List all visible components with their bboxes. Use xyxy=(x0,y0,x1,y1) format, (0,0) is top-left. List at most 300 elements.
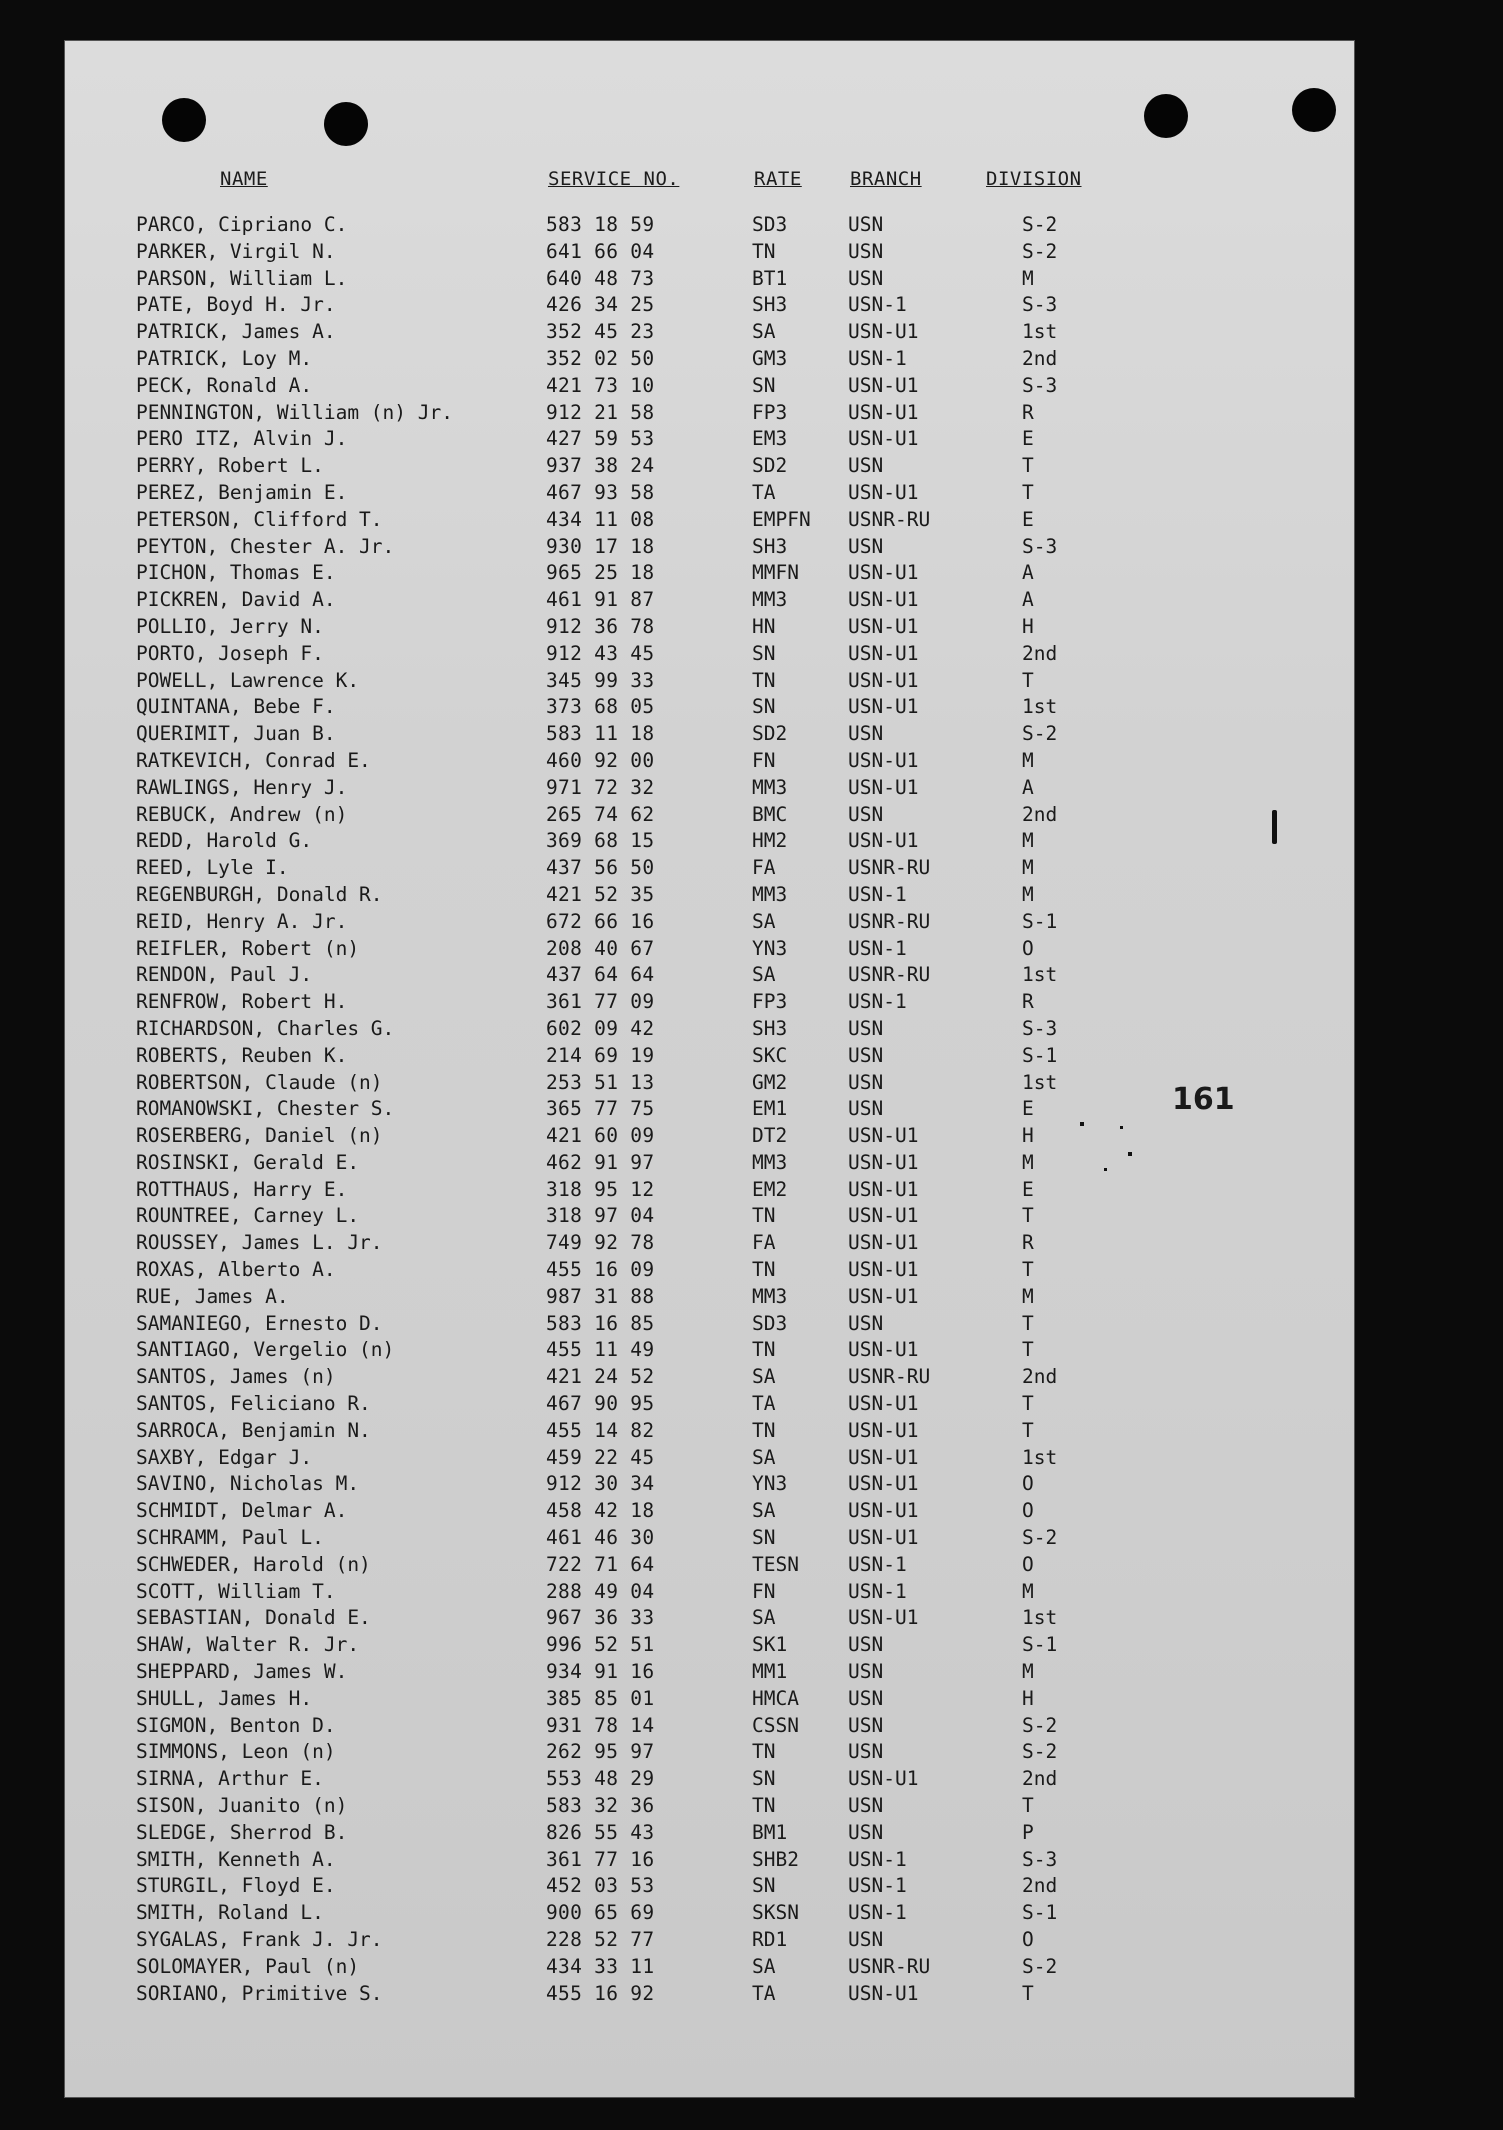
table-row xyxy=(64,1606,1355,1633)
division-cell: S-2 xyxy=(1022,1526,1058,1550)
branch-cell: USN-U1 xyxy=(848,373,919,397)
rate-cell: SN xyxy=(752,695,776,719)
division-cell: A xyxy=(1022,588,1034,612)
service-no-cell: 318 95 12 xyxy=(546,1177,655,1201)
name-cell: PATE, Boyd H. Jr. xyxy=(136,293,336,317)
branch-cell: USN xyxy=(848,1097,884,1121)
table-row xyxy=(64,856,1355,883)
rate-cell: TA xyxy=(752,1392,776,1416)
header-rate: RATE xyxy=(754,168,802,190)
division-cell: A xyxy=(1022,561,1034,585)
service-no-cell: 934 91 16 xyxy=(546,1660,655,1684)
name-cell: REIFLER, Robert (n) xyxy=(136,936,360,960)
punch-hole xyxy=(162,98,206,142)
column-header-row xyxy=(64,168,1355,198)
branch-cell: USN-1 xyxy=(848,990,907,1014)
division-cell: T xyxy=(1022,1418,1034,1442)
division-cell: T xyxy=(1022,454,1034,478)
rate-cell: BMC xyxy=(752,802,788,826)
division-cell: T xyxy=(1022,1204,1034,1228)
rate-cell: HM2 xyxy=(752,829,788,853)
branch-cell: USN-U1 xyxy=(848,1177,919,1201)
name-cell: SEBASTIAN, Donald E. xyxy=(136,1606,371,1630)
division-cell: T xyxy=(1022,1338,1034,1362)
division-cell: M xyxy=(1022,748,1034,772)
table-row xyxy=(64,1258,1355,1285)
service-no-cell: 434 11 08 xyxy=(546,507,655,531)
name-cell: PARCO, Cipriano C. xyxy=(136,213,348,236)
service-no-cell: 458 42 18 xyxy=(546,1499,655,1523)
branch-cell: USN-U1 xyxy=(848,1606,919,1630)
rate-cell: YN3 xyxy=(752,936,788,960)
name-cell: PEREZ, Benjamin E. xyxy=(136,480,348,504)
division-cell: M xyxy=(1022,1660,1034,1684)
name-cell: RENDON, Paul J. xyxy=(136,963,313,987)
division-cell: S-3 xyxy=(1022,534,1058,558)
service-no-cell: 426 34 25 xyxy=(546,293,655,317)
division-cell: M xyxy=(1022,829,1034,853)
branch-cell: USN-U1 xyxy=(848,1499,919,1523)
name-cell: PERO ITZ, Alvin J. xyxy=(136,427,348,451)
branch-cell: USN-1 xyxy=(848,1579,907,1603)
roster-table xyxy=(64,213,1355,2008)
service-no-cell: 826 55 43 xyxy=(546,1820,655,1844)
service-no-cell: 369 68 15 xyxy=(546,829,655,853)
table-row xyxy=(64,1446,1355,1473)
rate-cell: TN xyxy=(752,1794,776,1818)
service-no-cell: 583 32 36 xyxy=(546,1794,655,1818)
division-cell: H xyxy=(1022,1686,1034,1710)
rate-cell: CSSN xyxy=(752,1713,799,1737)
service-no-cell: 455 16 09 xyxy=(546,1258,655,1282)
service-no-cell: 208 40 67 xyxy=(546,936,655,960)
service-no-cell: 965 25 18 xyxy=(546,561,655,585)
name-cell: REED, Lyle I. xyxy=(136,856,289,880)
division-cell: 1st xyxy=(1022,1070,1058,1094)
branch-cell: USN xyxy=(848,1686,884,1710)
rate-cell: TN xyxy=(752,1338,776,1362)
table-row xyxy=(64,749,1355,776)
rate-cell: SA xyxy=(752,1954,776,1978)
service-no-cell: 461 46 30 xyxy=(546,1526,655,1550)
branch-cell: USN xyxy=(848,1311,884,1335)
branch-cell: USNR-RU xyxy=(848,507,931,531)
table-row xyxy=(64,803,1355,830)
service-no-cell: 365 77 75 xyxy=(546,1097,655,1121)
rate-cell: SN xyxy=(752,1874,776,1898)
branch-cell: USN xyxy=(848,534,884,558)
branch-cell: USN-1 xyxy=(848,346,907,370)
division-cell: S-3 xyxy=(1022,293,1058,317)
name-cell: RENFROW, Robert H. xyxy=(136,990,348,1014)
division-cell: R xyxy=(1022,990,1034,1014)
table-row xyxy=(64,1312,1355,1339)
name-cell: SOLOMAYER, Paul (n) xyxy=(136,1954,360,1978)
rate-cell: SH3 xyxy=(752,293,788,317)
division-cell: 1st xyxy=(1022,963,1058,987)
service-no-cell: 460 92 00 xyxy=(546,748,655,772)
table-row xyxy=(64,990,1355,1017)
division-cell: O xyxy=(1022,1928,1034,1951)
rate-cell: SN xyxy=(752,641,776,665)
branch-cell: USNR-RU xyxy=(848,909,931,933)
rate-cell: SA xyxy=(752,320,776,344)
name-cell: SIRNA, Arthur E. xyxy=(136,1767,324,1791)
branch-cell: USN-1 xyxy=(848,293,907,317)
table-row xyxy=(64,347,1355,374)
branch-cell: USN xyxy=(848,213,884,236)
table-row xyxy=(64,1124,1355,1151)
table-row xyxy=(64,1660,1355,1687)
table-row xyxy=(64,1338,1355,1365)
branch-cell: USN xyxy=(848,1740,884,1764)
rate-cell: MM3 xyxy=(752,1284,788,1308)
branch-cell: USN xyxy=(848,722,884,746)
name-cell: STURGIL, Floyd E. xyxy=(136,1874,336,1898)
branch-cell: USN xyxy=(848,1016,884,1040)
rate-cell: SN xyxy=(752,373,776,397)
branch-cell: USN xyxy=(848,802,884,826)
table-row xyxy=(64,401,1355,428)
rate-cell: HMCA xyxy=(752,1686,799,1710)
division-cell: E xyxy=(1022,1177,1034,1201)
name-cell: QUINTANA, Bebe F. xyxy=(136,695,336,719)
rate-cell: TESN xyxy=(752,1552,799,1576)
branch-cell: USN-1 xyxy=(848,936,907,960)
table-row xyxy=(64,1204,1355,1231)
name-cell: REBUCK, Andrew (n) xyxy=(136,802,348,826)
table-row xyxy=(64,1928,1355,1955)
service-no-cell: 437 56 50 xyxy=(546,856,655,880)
table-row xyxy=(64,1017,1355,1044)
division-cell: 1st xyxy=(1022,320,1058,344)
rate-cell: FA xyxy=(752,856,776,880)
rate-cell: FN xyxy=(752,748,776,772)
name-cell: PARSON, William L. xyxy=(136,266,348,290)
service-no-cell: 434 33 11 xyxy=(546,1954,655,1978)
name-cell: PICKREN, David A. xyxy=(136,588,336,612)
branch-cell: USN-U1 xyxy=(848,1418,919,1442)
service-no-cell: 931 78 14 xyxy=(546,1713,655,1737)
branch-cell: USN-U1 xyxy=(848,1445,919,1469)
table-row xyxy=(64,1526,1355,1553)
rate-cell: MM3 xyxy=(752,775,788,799)
table-row xyxy=(64,481,1355,508)
branch-cell: USNR-RU xyxy=(848,963,931,987)
table-row xyxy=(64,1848,1355,1875)
name-cell: PEYTON, Chester A. Jr. xyxy=(136,534,395,558)
name-cell: REGENBURGH, Donald R. xyxy=(136,882,383,906)
division-cell: T xyxy=(1022,1258,1034,1282)
branch-cell: USN xyxy=(848,1070,884,1094)
rate-cell: TA xyxy=(752,480,776,504)
branch-cell: USN xyxy=(848,266,884,290)
service-no-cell: 214 69 19 xyxy=(546,1043,655,1067)
rate-cell: DT2 xyxy=(752,1124,788,1148)
header-name: NAME xyxy=(220,168,268,190)
table-row xyxy=(64,535,1355,562)
service-no-cell: 461 91 87 xyxy=(546,588,655,612)
rate-cell: TN xyxy=(752,1258,776,1282)
rate-cell: TN xyxy=(752,239,776,263)
rate-cell: TN xyxy=(752,1204,776,1228)
name-cell: ROMANOWSKI, Chester S. xyxy=(136,1097,395,1121)
name-cell: RICHARDSON, Charles G. xyxy=(136,1016,395,1040)
division-cell: O xyxy=(1022,936,1034,960)
division-cell: S-2 xyxy=(1022,1954,1058,1978)
rate-cell: EM3 xyxy=(752,427,788,451)
table-row xyxy=(64,963,1355,990)
rate-cell: TA xyxy=(752,1981,776,2005)
table-row xyxy=(64,1044,1355,1071)
service-no-cell: 467 93 58 xyxy=(546,480,655,504)
service-no-cell: 455 11 49 xyxy=(546,1338,655,1362)
name-cell: PENNINGTON, William (n) Jr. xyxy=(136,400,453,424)
division-cell: 1st xyxy=(1022,695,1058,719)
division-cell: M xyxy=(1022,1150,1034,1174)
division-cell: R xyxy=(1022,400,1034,424)
service-no-cell: 455 14 82 xyxy=(546,1418,655,1442)
table-row xyxy=(64,1499,1355,1526)
branch-cell: USN xyxy=(848,1820,884,1844)
table-row xyxy=(64,1580,1355,1607)
header-service-no: SERVICE NO. xyxy=(548,168,680,190)
name-cell: SANTIAGO, Vergelio (n) xyxy=(136,1338,395,1362)
branch-cell: USN-U1 xyxy=(848,1338,919,1362)
service-no-cell: 672 66 16 xyxy=(546,909,655,933)
rate-cell: SA xyxy=(752,1445,776,1469)
name-cell: ROTTHAUS, Harry E. xyxy=(136,1177,348,1201)
division-cell: 2nd xyxy=(1022,802,1058,826)
table-row xyxy=(64,320,1355,347)
division-cell: A xyxy=(1022,775,1034,799)
branch-cell: USN-U1 xyxy=(848,1526,919,1550)
branch-cell: USN-U1 xyxy=(848,588,919,612)
branch-cell: USN-U1 xyxy=(848,775,919,799)
name-cell: ROUNTREE, Carney L. xyxy=(136,1204,360,1228)
service-no-cell: 583 11 18 xyxy=(546,722,655,746)
branch-cell: USN xyxy=(848,1713,884,1737)
name-cell: SAMANIEGO, Ernesto D. xyxy=(136,1311,383,1335)
name-cell: ROBERTS, Reuben K. xyxy=(136,1043,348,1067)
table-row xyxy=(64,1553,1355,1580)
division-cell: 2nd xyxy=(1022,641,1058,665)
rate-cell: FP3 xyxy=(752,400,788,424)
rate-cell: SN xyxy=(752,1526,776,1550)
rate-cell: EMPFN xyxy=(752,507,811,531)
table-row xyxy=(64,1365,1355,1392)
branch-cell: USN-U1 xyxy=(848,400,919,424)
service-no-cell: 641 66 04 xyxy=(546,239,655,263)
rate-cell: BM1 xyxy=(752,1820,788,1844)
table-row xyxy=(64,1794,1355,1821)
rate-cell: EM2 xyxy=(752,1177,788,1201)
rate-cell: SH3 xyxy=(752,534,788,558)
table-row xyxy=(64,267,1355,294)
rate-cell: SA xyxy=(752,963,776,987)
table-row xyxy=(64,1821,1355,1848)
table-row xyxy=(64,642,1355,669)
name-cell: RATKEVICH, Conrad E. xyxy=(136,748,371,772)
division-cell: H xyxy=(1022,1124,1034,1148)
service-no-cell: 253 51 13 xyxy=(546,1070,655,1094)
branch-cell: USN-U1 xyxy=(848,1124,919,1148)
branch-cell: USN-U1 xyxy=(848,695,919,719)
name-cell: PETERSON, Clifford T. xyxy=(136,507,383,531)
table-row xyxy=(64,1955,1355,1982)
service-no-cell: 421 24 52 xyxy=(546,1365,655,1389)
service-no-cell: 455 16 92 xyxy=(546,1981,655,2005)
branch-cell: USN-U1 xyxy=(848,1150,919,1174)
table-row xyxy=(64,508,1355,535)
branch-cell: USN-U1 xyxy=(848,641,919,665)
division-cell: 1st xyxy=(1022,1445,1058,1469)
branch-cell: USN-1 xyxy=(848,1847,907,1871)
table-row xyxy=(64,1633,1355,1660)
service-no-cell: 437 64 64 xyxy=(546,963,655,987)
service-no-cell: 640 48 73 xyxy=(546,266,655,290)
rate-cell: SKC xyxy=(752,1043,788,1067)
name-cell: SLEDGE, Sherrod B. xyxy=(136,1820,348,1844)
division-cell: E xyxy=(1022,1097,1034,1121)
rate-cell: FA xyxy=(752,1231,776,1255)
branch-cell: USN-1 xyxy=(848,1552,907,1576)
rate-cell: SD3 xyxy=(752,1311,788,1335)
name-cell: PATRICK, Loy M. xyxy=(136,346,313,370)
rate-cell: RD1 xyxy=(752,1928,788,1951)
rate-cell: MMFN xyxy=(752,561,799,585)
page-number: 161 xyxy=(1172,1082,1235,1117)
rate-cell: MM3 xyxy=(752,1150,788,1174)
name-cell: SAVINO, Nicholas M. xyxy=(136,1472,360,1496)
name-cell: SCHRAMM, Paul L. xyxy=(136,1526,324,1550)
rate-cell: YN3 xyxy=(752,1472,788,1496)
branch-cell: USN-U1 xyxy=(848,1231,919,1255)
rate-cell: HN xyxy=(752,614,776,638)
rate-cell: MM1 xyxy=(752,1660,788,1684)
rate-cell: BT1 xyxy=(752,266,788,290)
table-row xyxy=(64,588,1355,615)
division-cell: T xyxy=(1022,1794,1034,1818)
division-cell: T xyxy=(1022,1311,1034,1335)
branch-cell: USN xyxy=(848,1043,884,1067)
rate-cell: SN xyxy=(752,1767,776,1791)
branch-cell: USNR-RU xyxy=(848,856,931,880)
rate-cell: SK1 xyxy=(752,1633,788,1657)
name-cell: SAXBY, Edgar J. xyxy=(136,1445,313,1469)
division-cell: O xyxy=(1022,1552,1034,1576)
table-row xyxy=(64,213,1355,240)
rate-cell: SA xyxy=(752,1499,776,1523)
name-cell: ROSINSKI, Gerald E. xyxy=(136,1150,360,1174)
name-cell: PORTO, Joseph F. xyxy=(136,641,324,665)
branch-cell: USNR-RU xyxy=(848,1954,931,1978)
rate-cell: SA xyxy=(752,1606,776,1630)
service-no-cell: 318 97 04 xyxy=(546,1204,655,1228)
table-row xyxy=(64,1151,1355,1178)
division-cell: S-1 xyxy=(1022,1043,1058,1067)
branch-cell: USN xyxy=(848,1794,884,1818)
header-division: DIVISION xyxy=(986,168,1082,190)
division-cell: 2nd xyxy=(1022,1767,1058,1791)
table-row xyxy=(64,374,1355,401)
rate-cell: TN xyxy=(752,668,776,692)
service-no-cell: 467 90 95 xyxy=(546,1392,655,1416)
branch-cell: USN-U1 xyxy=(848,1767,919,1791)
division-cell: O xyxy=(1022,1472,1034,1496)
name-cell: SCHMIDT, Delmar A. xyxy=(136,1499,348,1523)
name-cell: QUERIMIT, Juan B. xyxy=(136,722,336,746)
division-cell: S-3 xyxy=(1022,1847,1058,1871)
name-cell: POWELL, Lawrence K. xyxy=(136,668,360,692)
division-cell: 2nd xyxy=(1022,1365,1058,1389)
table-row xyxy=(64,1285,1355,1312)
division-cell: T xyxy=(1022,1981,1034,2005)
division-cell: T xyxy=(1022,480,1034,504)
table-row xyxy=(64,776,1355,803)
table-row xyxy=(64,722,1355,749)
service-no-cell: 553 48 29 xyxy=(546,1767,655,1791)
service-no-cell: 930 17 18 xyxy=(546,534,655,558)
rate-cell: EM1 xyxy=(752,1097,788,1121)
division-cell: M xyxy=(1022,856,1034,880)
rate-cell: TN xyxy=(752,1418,776,1442)
punch-hole xyxy=(1144,94,1188,138)
rate-cell: MM3 xyxy=(752,588,788,612)
table-row xyxy=(64,1472,1355,1499)
name-cell: SHAW, Walter R. Jr. xyxy=(136,1633,360,1657)
name-cell: RUE, James A. xyxy=(136,1284,289,1308)
branch-cell: USN-U1 xyxy=(848,1284,919,1308)
table-row xyxy=(64,695,1355,722)
name-cell: POLLIO, Jerry N. xyxy=(136,614,324,638)
name-cell: SYGALAS, Frank J. Jr. xyxy=(136,1928,383,1951)
service-no-cell: 452 03 53 xyxy=(546,1874,655,1898)
name-cell: REDD, Harold G. xyxy=(136,829,313,853)
division-cell: S-2 xyxy=(1022,1713,1058,1737)
table-row xyxy=(64,1714,1355,1741)
service-no-cell: 352 02 50 xyxy=(546,346,655,370)
division-cell: S-3 xyxy=(1022,373,1058,397)
table-row xyxy=(64,883,1355,910)
division-cell: H xyxy=(1022,614,1034,638)
service-no-cell: 912 21 58 xyxy=(546,400,655,424)
name-cell: RAWLINGS, Henry J. xyxy=(136,775,348,799)
service-no-cell: 937 38 24 xyxy=(546,454,655,478)
division-cell: P xyxy=(1022,1820,1034,1844)
name-cell: SIGMON, Benton D. xyxy=(136,1713,336,1737)
name-cell: SCOTT, William T. xyxy=(136,1579,336,1603)
service-no-cell: 421 73 10 xyxy=(546,373,655,397)
service-no-cell: 421 60 09 xyxy=(546,1124,655,1148)
table-row xyxy=(64,1874,1355,1901)
division-cell: E xyxy=(1022,507,1034,531)
service-no-cell: 722 71 64 xyxy=(546,1552,655,1576)
table-row xyxy=(64,1982,1355,2009)
rate-cell: SKSN xyxy=(752,1901,799,1925)
name-cell: SCHWEDER, Harold (n) xyxy=(136,1552,371,1576)
division-cell: 2nd xyxy=(1022,346,1058,370)
service-no-cell: 262 95 97 xyxy=(546,1740,655,1764)
table-row xyxy=(64,454,1355,481)
name-cell: SARROCA, Benjamin N. xyxy=(136,1418,371,1442)
table-row xyxy=(64,1901,1355,1928)
service-no-cell: 971 72 32 xyxy=(546,775,655,799)
table-row xyxy=(64,615,1355,642)
division-cell: S-2 xyxy=(1022,722,1058,746)
service-no-cell: 361 77 16 xyxy=(546,1847,655,1871)
name-cell: PATRICK, James A. xyxy=(136,320,336,344)
